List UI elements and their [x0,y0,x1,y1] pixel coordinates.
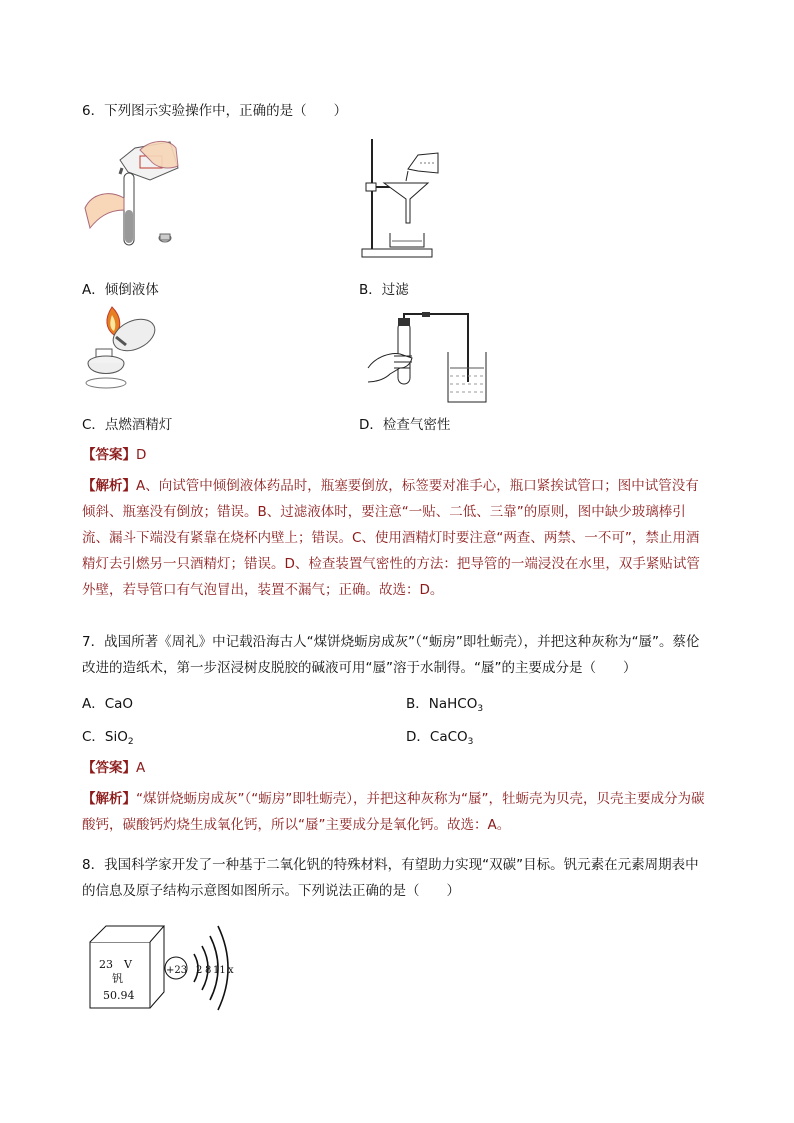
answer-value: A [136,760,146,776]
airtightness-check-figure [364,312,489,407]
analysis-tag: 【解析】 [82,478,136,494]
q7-option-b: B．NaHCO$_3$ [406,696,484,714]
analysis-text: “煤饼烧蛎房成灰”（“蛎房”即牡蛎壳），并把这种灰称为“蜃”，牡蛎壳为贝壳，贝壳主要成分为碳酸钙，碳酸钙灼烧生成氧化钙，所以“蜃”主要成分是氧化钙。故选：A。 [82,791,705,833]
answer-tag: 【答案】 [82,760,136,776]
element-name: 钒 [112,972,123,985]
q6-option-b: B．过滤 [359,282,409,298]
q6-answer [82,445,146,465]
q6-option-d: D．检查气密性 [359,417,451,433]
pouring-liquid-figure [80,138,195,248]
q7-stem: 7．战国所著《周礼》中记载沿海古人“煤饼烧蛎房成灰”（“蛎房”即牡蛎壳），并把这种灰称为“蜃”。蔡伦改进的造纸术，第一步沤浸树皮脱胶的碱液可用“蜃”溶于水制得。“蜃”的主要成分是（ ） [82,634,700,676]
q7-option-d: D．CaCO$_3$ [406,729,474,747]
answer-value: D [136,447,147,463]
q7-analysis [82,786,712,838]
element-symbol: V [124,958,132,971]
q8-stem: 8．我国科学家开发了一种基于二氧化钒的特殊材料，有望助力实现“双碳”目标。钒元素在元素周期表中的信息及原子结构示意图如图所示。下列说法正确的是（ ） [82,857,699,899]
q6-analysis [82,473,712,603]
shell-4-electrons: x [228,965,234,976]
shell-2-electrons: 8 [205,965,212,976]
shell-1-electrons: 2 [196,965,203,976]
element-mass: 50.94 [103,989,135,1002]
q6-option-a: A．倾倒液体 [82,282,159,298]
filtration-figure [360,137,445,262]
element-number: 23 [99,958,113,971]
shell-3-electrons: 11 [213,965,226,976]
q7-answer [82,758,145,778]
q7-option-a: A．CaO [82,696,134,712]
analysis-tag: 【解析】 [82,791,136,807]
nucleus-charge: +23 [166,965,188,976]
q6-option-c: C．点燃酒精灯 [82,417,173,433]
analysis-text: A、向试管中倾倒液体药品时，瓶塞要倒放，标签要对准手心，瓶口紧挨试管口；图中试管没有倾斜、瓶塞没有倒放；错误。B、过滤液体时，要注意“一贴、二低、三靠”的原则，图中缺少玻璃棒引流、漏斗下端没有紧靠在烧杯内壁上；错误。C、使用酒精灯时要注意“两查、两禁、一不可”，禁止用酒精灯去引燃另一只酒精灯；错误。D、检查装置气密性的方法：把导管的一端浸没在水里，双手紧贴试管外壁，若导管口有气泡冒出，装置不漏气；正确。故选：D。 [82,478,700,598]
alcohol-lamp-figure [82,305,164,390]
q7-option-c: C．SiO$_2$ [82,729,134,747]
q6-stem: 6．下列图示实验操作中，正确的是（ ） [82,103,348,119]
answer-tag: 【答案】 [82,447,136,463]
